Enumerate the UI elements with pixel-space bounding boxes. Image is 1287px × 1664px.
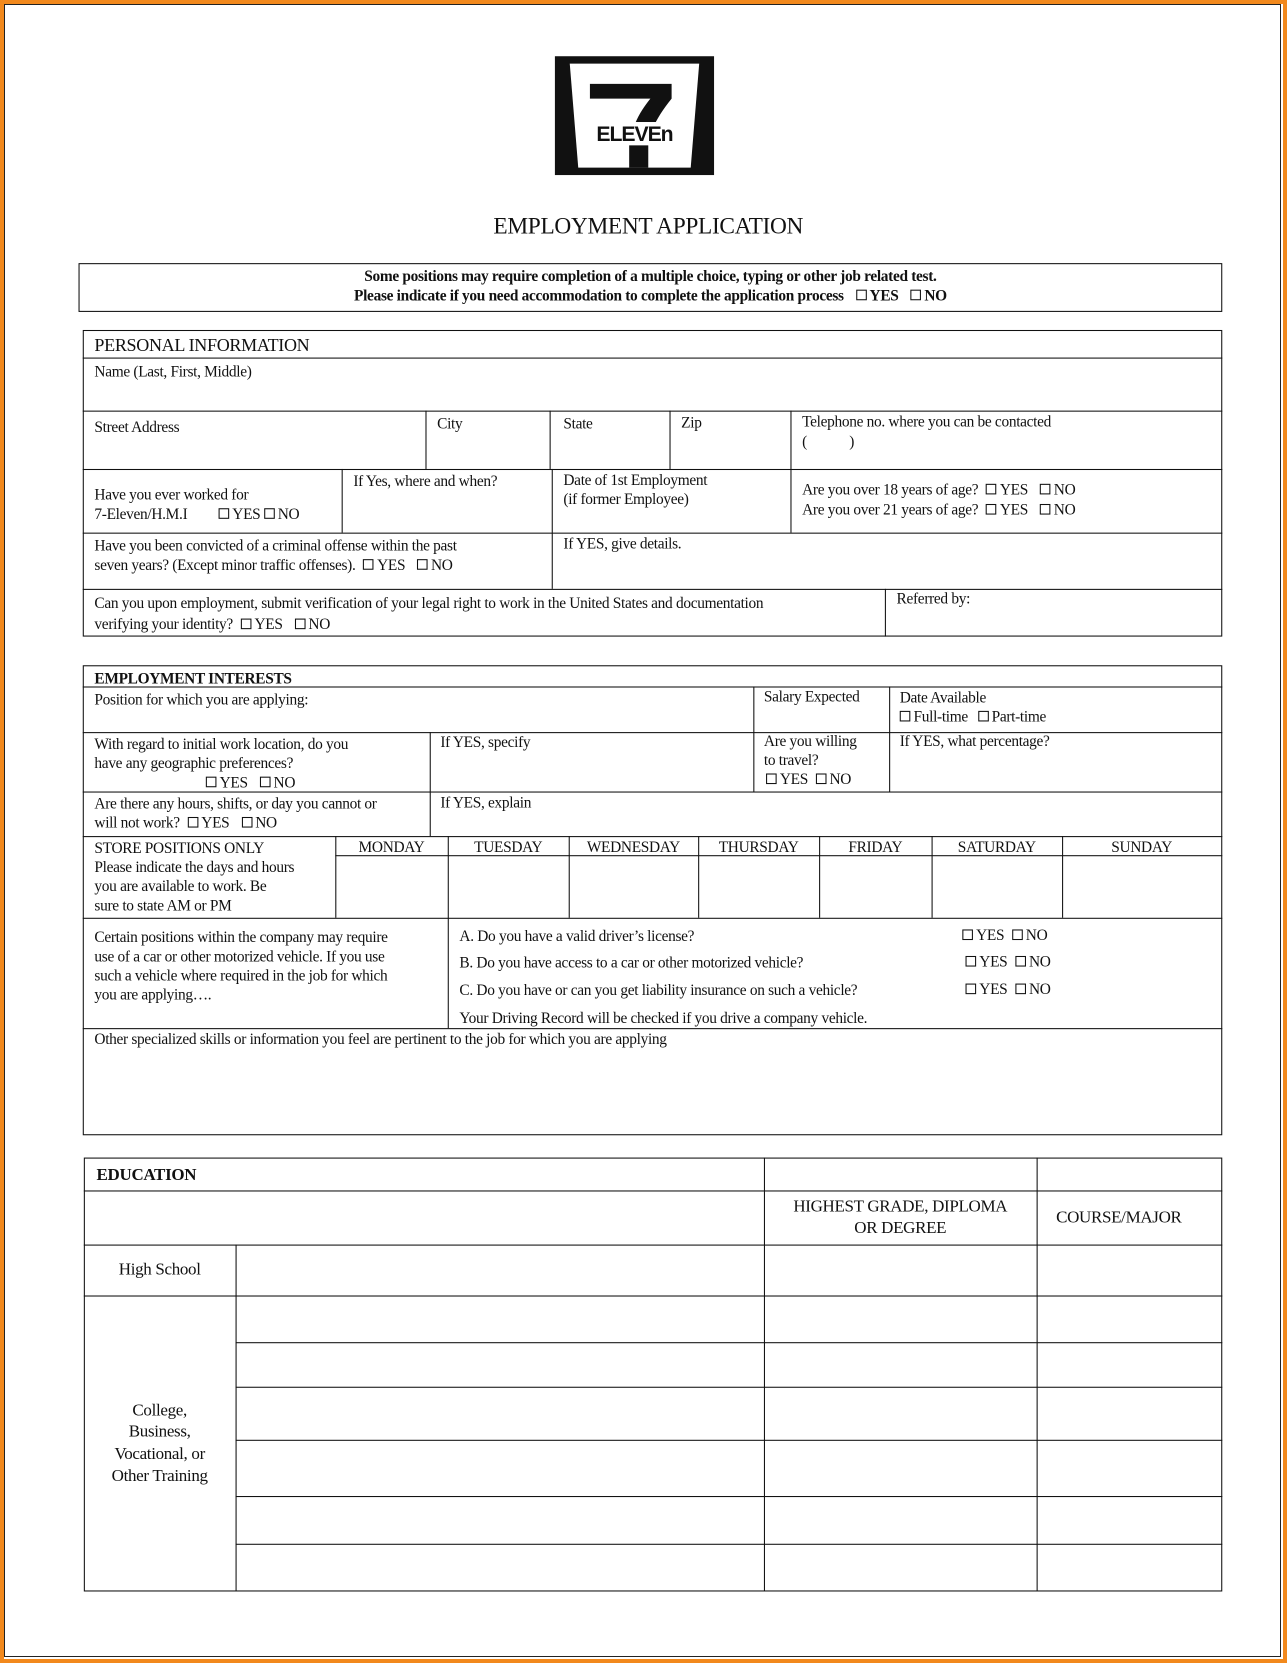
yes-label: YES <box>869 287 899 305</box>
checkbox-icon <box>260 777 271 788</box>
insurance-options <box>966 980 1051 999</box>
divider <box>83 411 1223 412</box>
checkbox-icon <box>986 484 997 495</box>
street-address-field[interactable]: Street Address <box>94 419 180 437</box>
zip-field[interactable]: Zip <box>681 414 702 432</box>
divider <box>552 469 553 589</box>
checkbox-icon <box>417 559 428 570</box>
over-21-question <box>802 501 1075 520</box>
geographic-yes-checkbox[interactable] <box>206 775 248 792</box>
name-field[interactable]: Name (Last, First, Middle) <box>94 363 252 381</box>
accommodation-yes-checkbox[interactable] <box>856 288 899 305</box>
worked-before-question <box>94 505 299 524</box>
checkbox-icon <box>766 773 777 784</box>
divider <box>236 1245 237 1592</box>
day-thursday: THURSDAY <box>718 839 799 857</box>
checkbox-icon <box>241 817 252 828</box>
vehicle-text-1: Certain positions within the company may require <box>94 929 388 947</box>
yes-label: YES <box>979 953 1008 971</box>
date-first-employment-field[interactable]: Date of 1st Employment <box>563 472 708 490</box>
notice-line-1: Some positions may require completion of a multiple choice, typing or other job related test. <box>364 268 937 286</box>
driving-record-note: Your Driving Record will be checked if you drive a company vehicle. <box>459 1010 868 1028</box>
part-time-label: Part-time <box>991 708 1047 726</box>
conviction-question <box>94 556 452 575</box>
divider <box>83 533 1223 534</box>
checkbox-icon <box>966 956 977 967</box>
employment-interests-header: EMPLOYMENT INTERESTS <box>94 670 292 688</box>
full-time-checkbox[interactable] <box>900 709 968 726</box>
over-21-yes-checkbox[interactable] <box>986 502 1028 519</box>
travel-options <box>766 770 851 789</box>
checkbox-icon <box>900 711 911 722</box>
checkbox-icon <box>241 619 252 630</box>
travel-label: Are you willing <box>763 733 857 751</box>
day-friday: FRIDAY <box>848 839 903 857</box>
over-21-label: Are you over 21 years of age? <box>802 501 979 519</box>
college-label-1: College, <box>132 1401 187 1420</box>
divider <box>550 411 551 469</box>
vehicle-text-4: you are applying…. <box>94 986 212 1004</box>
travel-percentage-field[interactable]: If YES, what percentage? <box>899 733 1050 751</box>
divider <box>83 589 1223 590</box>
availability-saturday-cell[interactable] <box>933 856 1061 916</box>
conviction-label: Have you been convicted of a criminal offense within the past <box>94 537 457 555</box>
no-label: NO <box>308 616 330 634</box>
no-label: NO <box>277 506 300 524</box>
divider <box>889 686 890 791</box>
hours-explain-field[interactable]: If YES, explain <box>440 794 532 812</box>
no-label: NO <box>430 557 453 575</box>
checkbox-icon <box>363 559 374 570</box>
divider <box>236 1496 1223 1497</box>
no-label: NO <box>829 771 852 789</box>
yes-label: YES <box>254 616 283 634</box>
vehicle-text-3: such a vehicle where required in the job for which <box>94 967 388 985</box>
travel-yes-checkbox[interactable] <box>766 771 808 788</box>
hours-yes-checkbox[interactable] <box>187 815 229 832</box>
checkbox-icon <box>911 290 922 301</box>
where-when-field[interactable]: If Yes, where and when? <box>353 473 498 491</box>
no-label: NO <box>255 814 277 832</box>
day-monday: MONDAY <box>358 839 425 857</box>
day-tuesday: TUESDAY <box>474 839 543 857</box>
position-field[interactable]: Position for which you are applying: <box>94 691 309 709</box>
divider <box>83 732 1223 733</box>
yes-label: YES <box>201 814 230 832</box>
travel-label-2: to travel? <box>763 752 819 770</box>
hours-label-2: will not work? <box>94 814 180 832</box>
availability-sunday-cell[interactable] <box>1063 856 1220 916</box>
store-positions-label: STORE POSITIONS ONLY <box>94 840 265 858</box>
divider <box>430 732 431 836</box>
hours-label: Are there any hours, shifts, or day you cannot or <box>94 795 377 813</box>
college-label-4: Other Training <box>111 1467 208 1486</box>
hours-question <box>94 814 276 833</box>
vehicle-access-no-checkbox[interactable] <box>1015 954 1050 971</box>
no-label: NO <box>273 774 296 792</box>
full-time-label: Full-time <box>913 708 968 726</box>
checkbox-icon <box>1015 956 1026 967</box>
verification-label-2: verifying your identity? <box>94 616 233 634</box>
conviction-no-checkbox[interactable] <box>417 557 452 574</box>
availability-friday-cell[interactable] <box>820 856 930 916</box>
checkbox-icon <box>1012 929 1023 940</box>
yes-label: YES <box>779 771 808 789</box>
yes-label: YES <box>976 927 1005 945</box>
insurance-yes-checkbox[interactable] <box>966 981 1008 998</box>
page-title: EMPLOYMENT APPLICATION <box>493 212 804 239</box>
date-available-field[interactable]: Date Available <box>899 689 986 707</box>
divider <box>84 1295 1222 1296</box>
geographic-label: With regard to initial work location, do you <box>94 736 349 754</box>
travel-no-checkbox[interactable] <box>816 771 851 788</box>
yes-label: YES <box>979 981 1008 999</box>
degree-column-header: HIGHEST GRADE, DIPLOMA <box>793 1197 1008 1216</box>
store-instructions-3: sure to state AM or PM <box>94 897 232 915</box>
availability-tuesday-cell[interactable] <box>449 856 568 916</box>
yes-label: YES <box>232 506 261 524</box>
svg-text:ELEVEn: ELEVEn <box>596 123 673 147</box>
store-instructions-1: Please indicate the days and hours <box>94 859 295 877</box>
geographic-no-checkbox[interactable] <box>260 775 295 792</box>
state-field[interactable]: State <box>563 415 593 433</box>
checkbox-icon <box>218 508 229 519</box>
checkbox-icon <box>1040 484 1051 495</box>
checkbox-icon <box>986 504 997 515</box>
no-label: NO <box>924 287 947 305</box>
course-column-header: COURSE/MAJOR <box>1056 1208 1182 1227</box>
store-instructions-2: you are available to work. Be <box>94 878 267 896</box>
geographic-specify-field[interactable]: If YES, specify <box>440 734 531 752</box>
conviction-details-field[interactable]: If YES, give details. <box>563 535 682 553</box>
over-18-label: Are you over 18 years of age? <box>802 481 979 499</box>
divider <box>236 1544 1223 1545</box>
checkbox-icon <box>295 619 306 630</box>
divider <box>790 411 791 533</box>
over-18-question <box>802 481 1075 500</box>
license-no-checkbox[interactable] <box>1012 927 1047 944</box>
question-drivers-license: A. Do you have a valid driver’s license? <box>459 928 695 946</box>
college-label-3: Vocational, or <box>114 1445 205 1464</box>
checkbox-icon <box>816 773 827 784</box>
no-label: NO <box>1025 927 1048 945</box>
no-label: NO <box>1028 981 1051 999</box>
divider <box>83 469 1223 470</box>
divider <box>83 836 1223 837</box>
verification-question <box>94 615 330 634</box>
license-options <box>962 926 1047 945</box>
yes-label: YES <box>999 501 1028 519</box>
accommodation-no-checkbox[interactable] <box>911 288 947 305</box>
divider <box>84 1245 1222 1246</box>
geographic-label-2: have any geographic preferences? <box>94 755 294 773</box>
divider <box>885 589 886 637</box>
checkbox-icon <box>978 711 989 722</box>
vehicle-access-yes-checkbox[interactable] <box>966 954 1008 971</box>
checkbox-icon <box>856 290 867 301</box>
conviction-label-2: seven years? (Except minor traffic offenses). <box>94 557 356 575</box>
divider <box>669 411 670 469</box>
checkbox-icon <box>962 929 973 940</box>
no-label: NO <box>1028 953 1051 971</box>
education-header: EDUCATION <box>96 1166 197 1185</box>
checkbox-icon <box>966 984 977 995</box>
personal-info-header: PERSONAL INFORMATION <box>94 335 310 356</box>
divider <box>84 1190 1222 1191</box>
yes-label: YES <box>377 557 406 575</box>
high-school-label: High School <box>118 1260 201 1279</box>
verification-yes-checkbox[interactable] <box>241 616 283 633</box>
divider <box>753 686 754 791</box>
checkbox-icon <box>206 777 217 788</box>
part-time-checkbox[interactable] <box>978 709 1046 726</box>
divider <box>236 1440 1223 1441</box>
verification-no-checkbox[interactable] <box>295 616 330 633</box>
license-yes-checkbox[interactable] <box>962 927 1004 944</box>
seven-eleven-logo <box>555 56 714 175</box>
over-18-no-checkbox[interactable] <box>1040 482 1075 499</box>
verification-label: Can you upon employment, submit verification of your legal right to work in the United States and documentation <box>94 595 764 613</box>
day-sunday: SUNDAY <box>1111 839 1173 857</box>
hours-no-checkbox[interactable] <box>241 815 276 832</box>
salary-expected-field[interactable]: Salary Expected <box>763 688 860 706</box>
degree-column-header-2: OR DEGREE <box>854 1219 947 1238</box>
over-21-no-checkbox[interactable] <box>1040 502 1075 519</box>
question-vehicle-access: B. Do you have access to a car or other motorized vehicle? <box>459 954 804 972</box>
divider <box>83 358 1223 359</box>
other-skills-field[interactable]: Other specialized skills or information you feel are pertinent to the job for which you are applying <box>94 1031 667 1049</box>
worked-before-label: Have you ever worked for <box>94 486 249 504</box>
telephone-area-code[interactable]: ( ) <box>802 433 855 451</box>
divider <box>83 918 1223 919</box>
city-field[interactable]: City <box>437 415 463 433</box>
day-saturday: SATURDAY <box>957 839 1036 857</box>
divider <box>83 1028 1223 1029</box>
insurance-no-checkbox[interactable] <box>1015 981 1050 998</box>
worked-before-label-2: 7-Eleven/H.M.I <box>94 506 188 524</box>
notice-line-2-text: Please indicate if you need accommodation to complete the application process <box>354 287 844 305</box>
availability-thursday-cell[interactable] <box>699 856 818 916</box>
availability-type <box>900 708 1046 727</box>
yes-label: YES <box>219 774 248 792</box>
vehicle-access-options <box>966 953 1051 972</box>
checkbox-icon <box>187 817 198 828</box>
divider <box>425 411 426 469</box>
checkbox-icon <box>1040 504 1051 515</box>
day-wednesday: WEDNESDAY <box>586 839 680 857</box>
divider <box>342 469 343 533</box>
worked-yes-checkbox[interactable] <box>218 506 260 523</box>
no-label: NO <box>1053 481 1076 499</box>
former-employee-note: (if former Employee) <box>563 491 689 509</box>
checkbox-icon <box>1015 984 1026 995</box>
geographic-options <box>206 773 295 792</box>
no-label: NO <box>1053 501 1076 519</box>
conviction-yes-checkbox[interactable] <box>363 557 405 574</box>
telephone-field[interactable]: Telephone no. where you can be contacted <box>802 413 1052 431</box>
checkbox-icon <box>264 508 275 519</box>
question-insurance: C. Do you have or can you get liability insurance on such a vehicle? <box>459 982 858 1000</box>
referred-by-field[interactable]: Referred by: <box>896 590 971 608</box>
availability-wednesday-cell[interactable] <box>570 856 697 916</box>
notice-line-2 <box>79 286 1223 305</box>
college-label-2: Business, <box>128 1422 191 1441</box>
yes-label: YES <box>999 481 1028 499</box>
divider <box>236 1387 1223 1388</box>
worked-no-checkbox[interactable] <box>264 506 299 523</box>
vehicle-text-2: use of a car or other motorized vehicle. If you use <box>94 948 385 966</box>
availability-monday-cell[interactable] <box>336 856 446 916</box>
over-18-yes-checkbox[interactable] <box>986 482 1028 499</box>
divider <box>236 1342 1223 1343</box>
